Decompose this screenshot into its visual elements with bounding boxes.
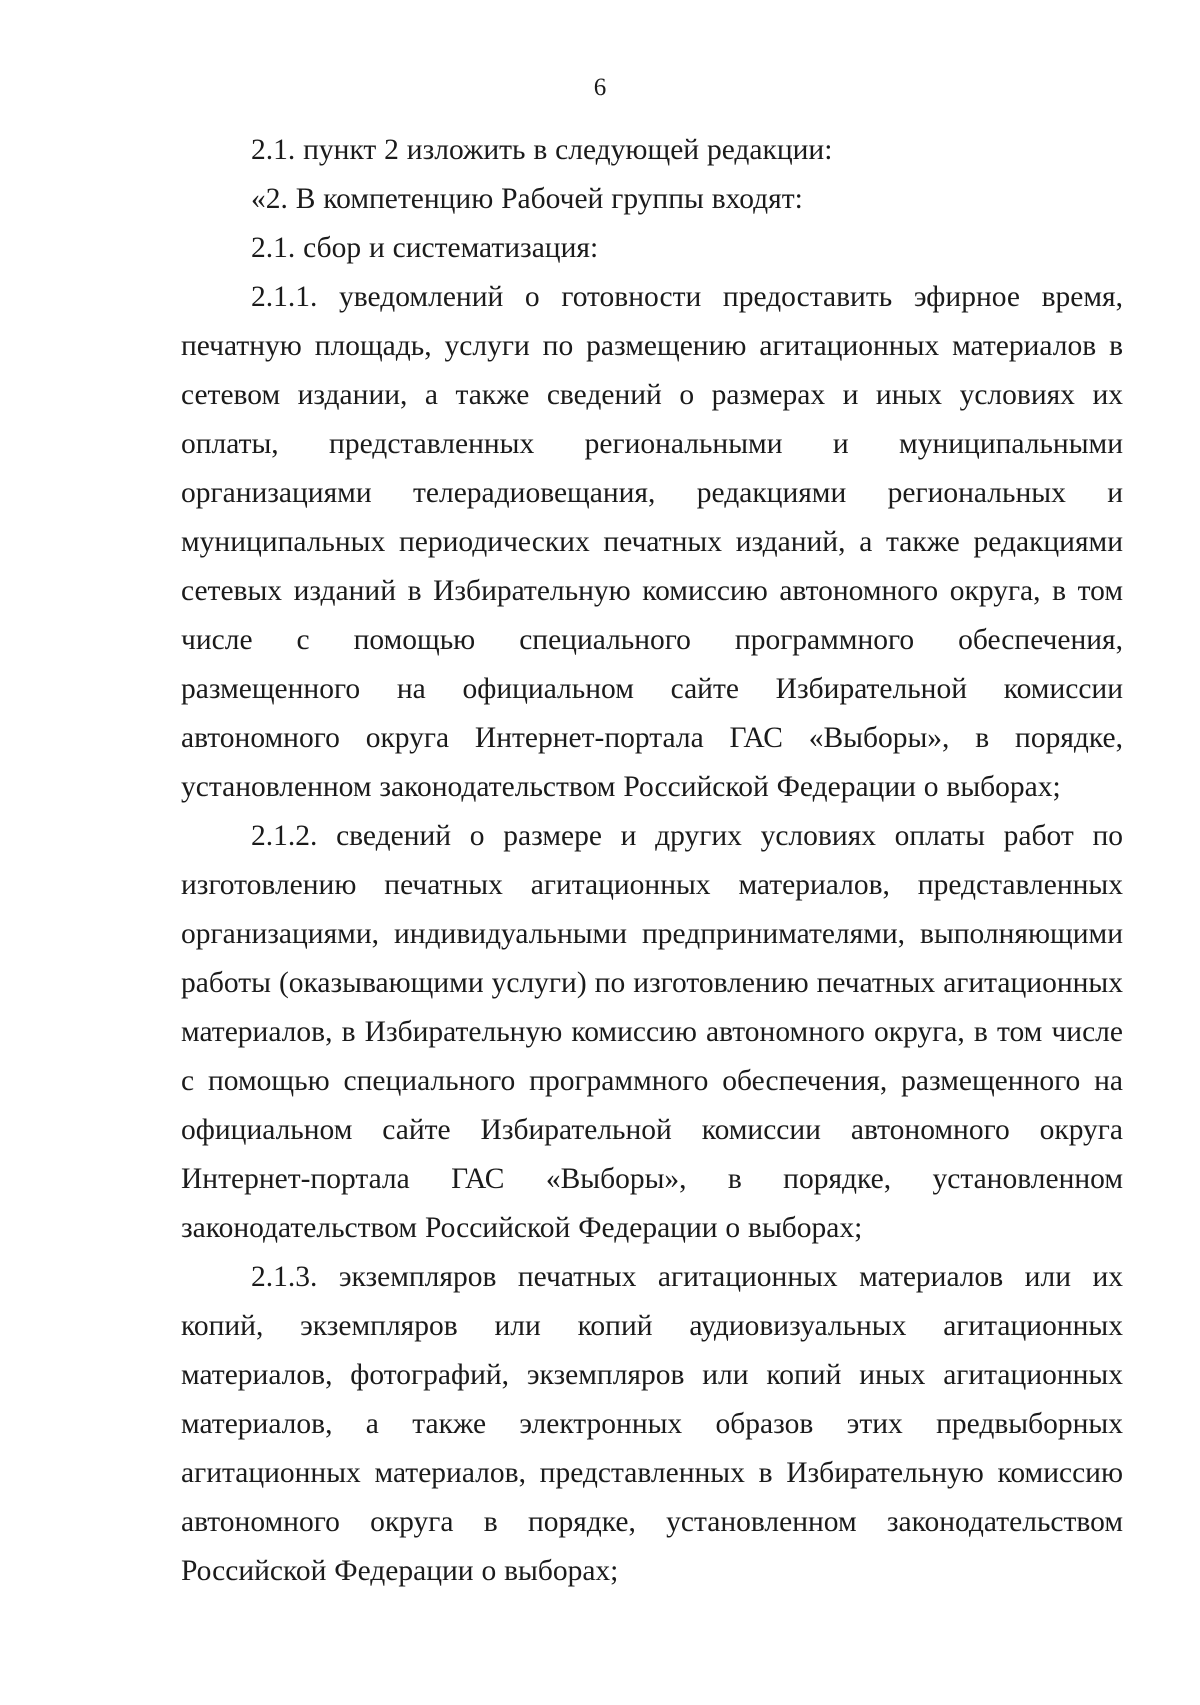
paragraph-amendment-intro: 2.1. пункт 2 изложить в следующей редакции: — [251, 134, 833, 166]
paragraph-collection-heading: 2.1. сбор и систематизация: — [251, 232, 599, 264]
paragraph-item-2-1-1: 2.1.1. уведомлений о готовности предоставить эфирное время, печатную площадь, услуги по размещению агитационных материалов в сетевом издании, а также сведений о размерах и иных условиях их оплаты, представленных региональными и муниципальными организациями телерадиовещания, редакциями региональных и муниципальных периодических печатных изданий, а также редакциями сетевых изданий в Избирательную комиссию автономного округа, в том числе с помощью специального программного обеспечения, размещенного на официальном сайте Избирательной комиссии автономного округа Интернет-портала ГАС «Выборы», в порядке, установленном законодательством Российской Федерации о выборах; — [181, 281, 1123, 803]
page-number: 6 — [593, 74, 607, 101]
document-body — [181, 126, 1123, 1596]
paragraph-item-2-1-3: 2.1.3. экземпляров печатных агитационных материалов или их копий, экземпляров или копий аудиовизуальных агитационных материалов, фотографий, экземпляров или копий иных агитационных материалов, а также электронных образов этих предвыборных агитационных материалов, представленных в Избирательную комиссию автономного округа в порядке, установленном законодательством Российской Федерации о выборах; — [181, 1261, 1123, 1587]
paragraph-competence-heading: «2. В компетенцию Рабочей группы входят: — [251, 183, 803, 215]
paragraph-item-2-1-2: 2.1.2. сведений о размере и других условиях оплаты работ по изготовлению печатных агитационных материалов, представленных организациями, индивидуальными предпринимателями, выполняющими работы (оказывающими услуги) по изготовлению печатных агитационных материалов, в Избирательную комиссию автономного округа, в том числе с помощью специального программного обеспечения, размещенного на официальном сайте Избирательной комиссии автономного округа Интернет-портала ГАС «Выборы», в порядке, установленном законодательством Российской Федерации о выборах; — [181, 820, 1123, 1244]
